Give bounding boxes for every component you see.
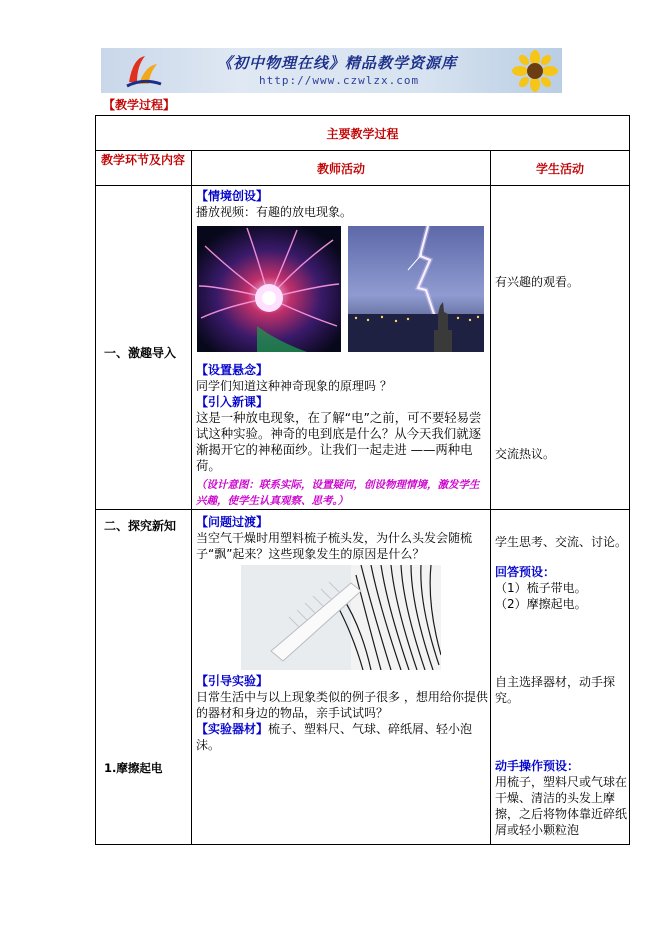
row1-teacher-heading-2: 【设置悬念】 (196, 363, 269, 377)
section-label: 【教学过程】 (103, 98, 176, 112)
row2-teacher-heading-1: 【问题过渡】 (196, 515, 269, 529)
row1-student-text-2: 交流热议。 (495, 447, 556, 461)
table-caption: 主要教学过程 (326, 127, 399, 141)
row2-teacher-text-2: 日常生活中与以上现象类似的例子很多 ，想用给你提供的器材和身边的物品，亲手试试吗？ (196, 690, 488, 720)
sunflower-icon (512, 50, 558, 92)
lightning-statue-image (348, 226, 484, 352)
row2-teacher-text-3: 梳子、塑料尺、气球、碎纸屑、轻小泡沫。 (196, 722, 473, 752)
row1-design-intent: （设计意图：联系实际，设置疑问，创设物理情境，激发学生兴趣，使学生认真观察、思考。） (196, 479, 480, 507)
row1-teacher-heading-3: 【引入新课】 (196, 395, 269, 409)
row2-student-text-1: 学生思考、交流、讨论。 (495, 535, 628, 549)
comb-hair-image (241, 565, 441, 670)
row2-student-list-2: （2）摩擦起电。 (495, 597, 587, 611)
row2-teacher-heading-2: 【引导实验】 (196, 674, 269, 688)
row1-teacher-text-2: 同学们知道这种神奇现象的原理吗 ？ (196, 379, 392, 393)
row1-teacher-heading-1: 【情境创设】 (196, 189, 269, 203)
row2-teacher-heading-3: 【实验器材】 (196, 722, 269, 736)
row2-student-heading-4: 动手操作预设： (495, 759, 580, 773)
row2-student-heading-2: 回答预设： (495, 565, 556, 579)
row2-stage: 二、探究新知 (104, 519, 177, 533)
row1-student-text-1: 有兴趣的观看。 (495, 275, 580, 289)
row2-student-list-1: （1）梳子带电。 (495, 581, 587, 595)
header-teacher: 教师活动 (316, 162, 365, 176)
plasma-ball-image (197, 226, 341, 352)
header-student: 学生活动 (535, 162, 584, 176)
row1-teacher-text-1: 播放视频：有趣的放电现象。 (196, 205, 353, 219)
site-banner (101, 48, 562, 93)
site-logo-icon (123, 52, 163, 90)
header-stage: 教学环节及内容 (101, 153, 186, 167)
row2-teacher-text-1: 当空气干燥时用塑料梳子梳头发，为什么头发会随梳子“飘”起来？这些现象发生的原因是什么？ (196, 531, 473, 561)
lesson-table (95, 115, 630, 845)
banner-title: 《初中物理在线》精品教学资源库 (217, 54, 458, 72)
banner-url[interactable]: http://www.czwlzx.com (259, 74, 420, 87)
row2-student-text-3: 自主选择器材，动手探究。 (495, 675, 616, 705)
row1-teacher-text-3: 这是一种放电现象，在了解“电”之前，可不要轻易尝试这种实验。神奇的电到底是什么？从今天我们就逐渐揭开它的神秘面纱。让我们一起走进 ——两种电荷。 (196, 410, 482, 473)
row2-student-text-4: 用梳子，塑料尺或气球在干燥、清洁的头发上摩擦，之后将物体靠近碎纸屑或轻小颗粒泡 (495, 775, 628, 837)
row2-substage: 1.摩擦起电 (104, 761, 163, 775)
row1-stage: 一、激趣导入 (104, 346, 177, 360)
